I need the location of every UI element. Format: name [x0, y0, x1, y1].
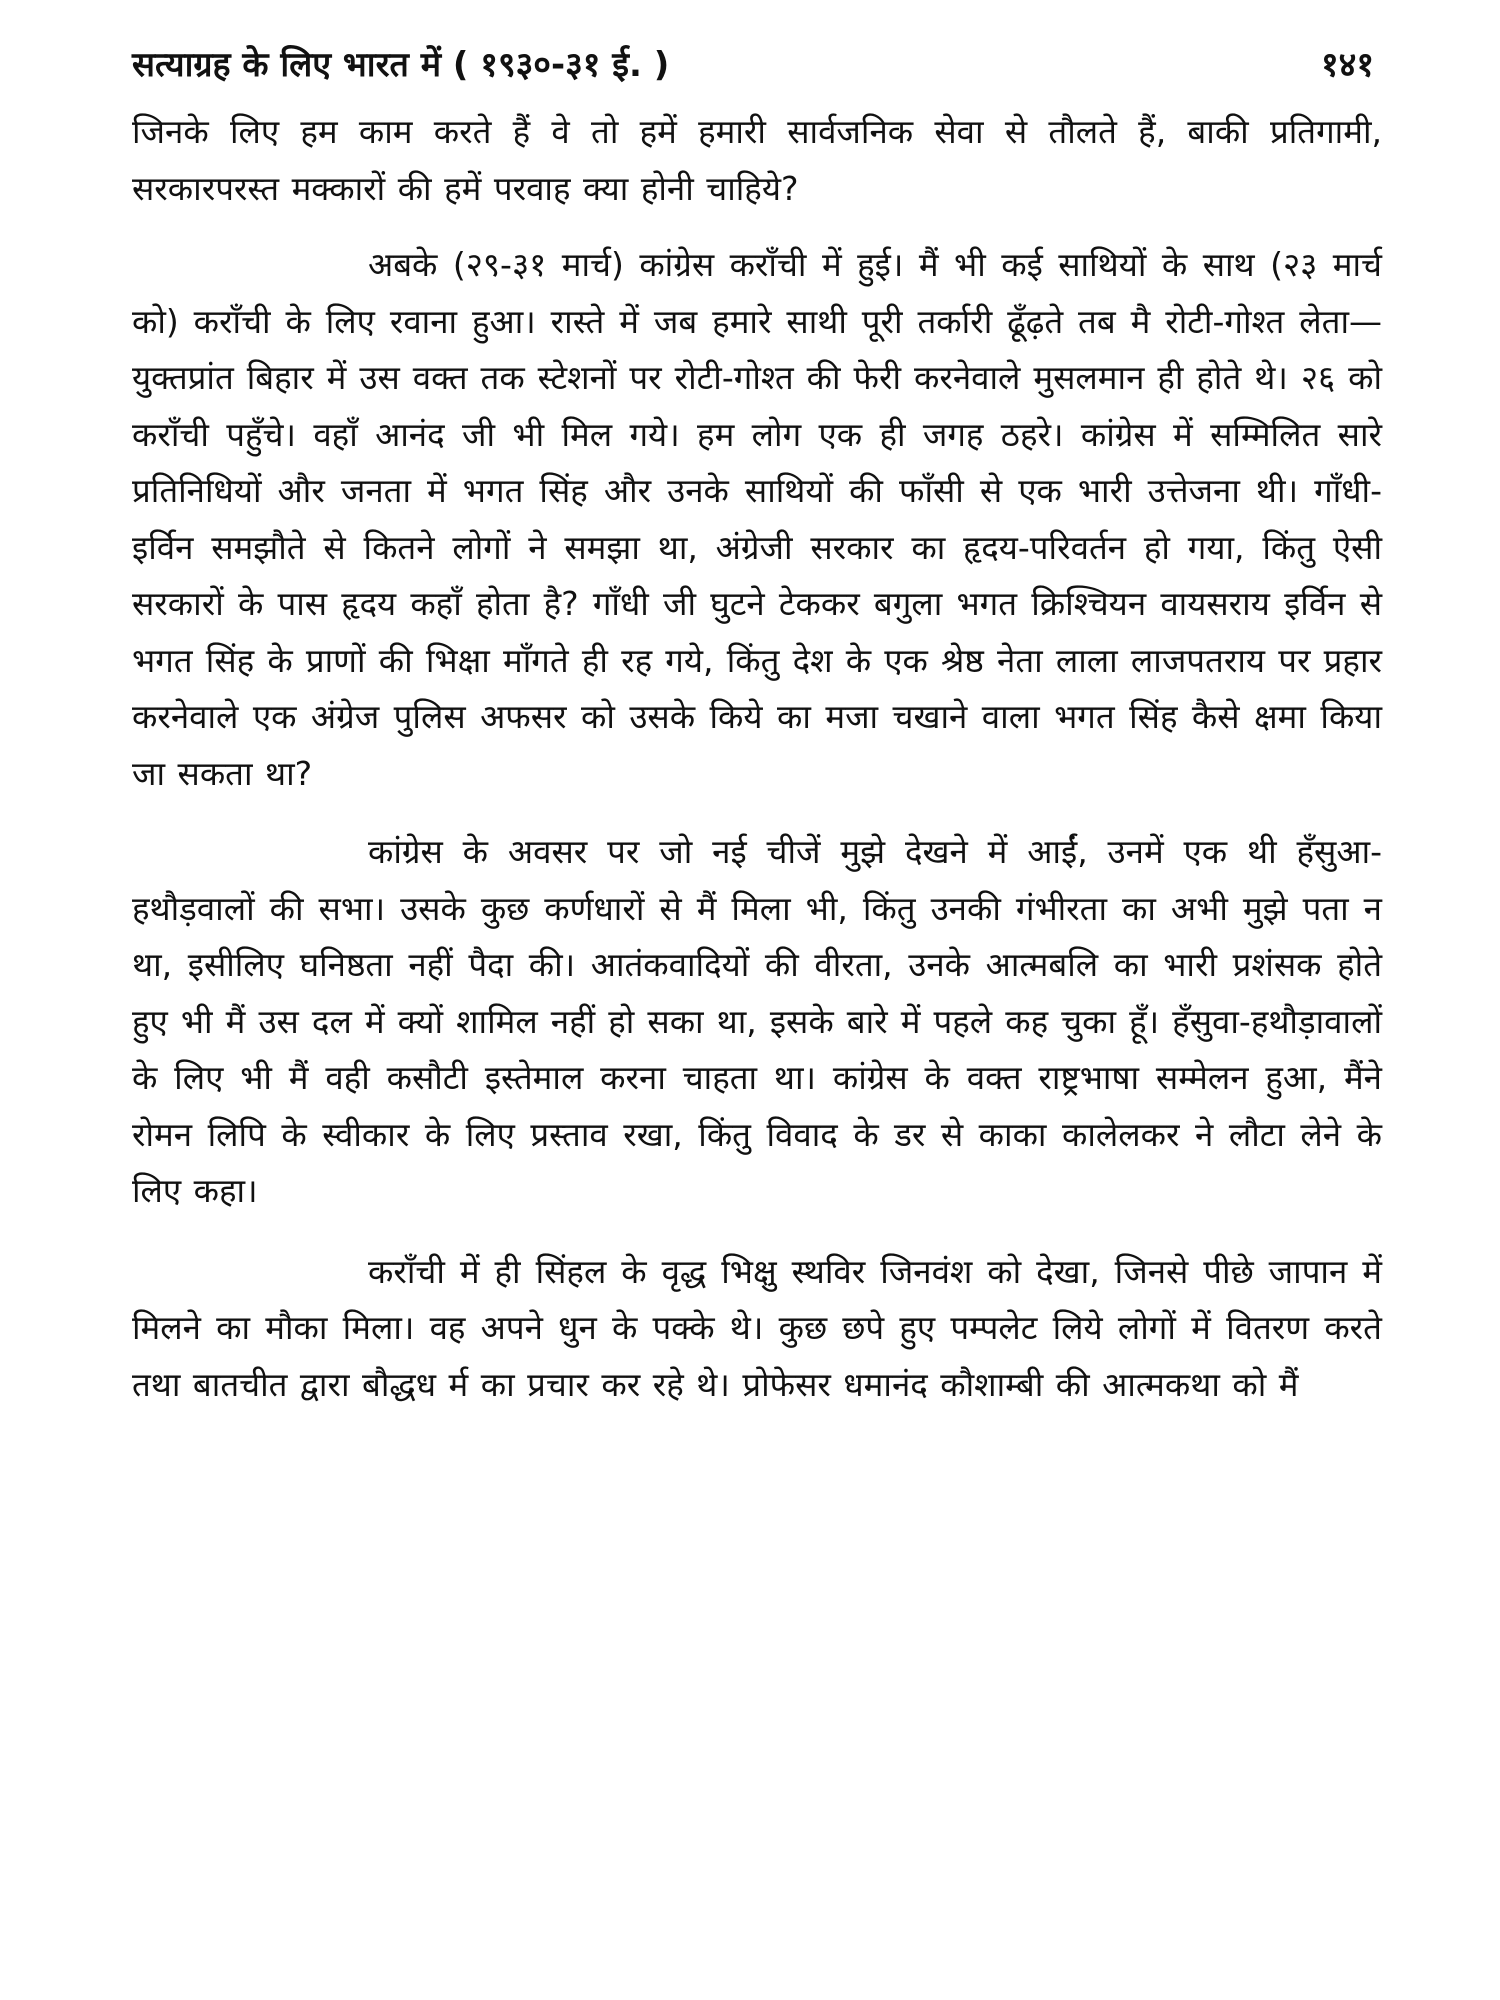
paragraph-hammer-sickle: कांग्रेस के अवसर पर जो नई चीजें मुझे देखने में आईं, उनमें एक थी हँसुआ-हथौड़वालों की सभा। उसके कुछ कर्णधारों से मैं मिला भी, किंतु उनकी गंभीरता का अभी मुझे पता न था, इसीलिए घनिष्ठता नहीं पैदा की। आतंकवादियों की वीरता, उनके आत्मबलि का भारी प्रशंसक होते हुए भी मैं उस दल में क्यों शामिल नहीं हो सका था, इसके बारे में पहले कह चुका हूँ। हँसुवा-हथौड़ावालों के लिए भी मैं वही कसौटी इस्तेमाल करना चाहता था। कांग्रेस के वक्त राष्ट्रभाषा सम्मेलन हुआ, मैंने रोमन लिपि के स्वीकार के लिए प्रस्ताव रखा, किंतु विवाद के डर से काका कालेलकर ने लौटा लेने के लिए कहा। — [132, 832, 1382, 1210]
page-number: १४१ — [1320, 45, 1374, 85]
running-title: सत्याग्रह के लिए भारत में ( १९३०-३१ ई. ) — [132, 45, 670, 85]
paragraph-jinavamsa: कराँची में ही सिंहल के वृद्ध भिक्षु स्थविर जिनवंश को देखा, जिनसे पीछे जापान में मिलने का मौका मिला। वह अपने धुन के पक्के थे। कुछ छपे हुए पम्पलेट लिये लोगों में वितरण करते तथा बातचीत द्वारा बौद्धध र्म का प्रचार कर रहे थे। प्रोफेसर धमानंद कौशाम्बी की आत्मकथा को मैं — [132, 1251, 1382, 1404]
paragraph-karachi-congress: अबके (२९-३१ मार्च) कांग्रेस कराँची में हुई। मैं भी कई साथियों के साथ (२३ मार्च को) कराँची के लिए रवाना हुआ। रास्ते में जब हमारे साथी पूरी तर्कारी ढूँढ़ते तब मै रोटी-गोश्त लेता—युक्तप्रांत बिहार में उस वक्त तक स्टेशनों पर रोटी-गोश्त की फेरी करनेवाले मुसलमान ही होते थे। २६ को कराँची पहुँचे। वहाँ आनंद जी भी मिल गये। हम लोग एक ही जगह ठहरे। कांग्रेस में सम्मिलित सारे प्रतिनिधियों और जनता में भगत सिंह और उनके साथियों की फाँसी से एक भारी उत्तेजना थी। गाँधी-इर्विन समझौते से कितने लोगों ने समझा था, अंग्रेजी सरकार का हृदय-परिवर्तन हो गया, किंतु ऐसी सरकारों के पास हृदय कहाँ होता है? गाँधी जी घुटने टेककर बगुला भगत क्रिश्चियन वायसराय इर्विन से भगत सिंह के प्राणों की भिक्षा माँगते ही रह गये, किंतु देश के एक श्रेष्ठ नेता लाला लाजपतराय पर प्रहार करनेवाले एक अंग्रेज पुलिस अफसर को उसके किये का मजा चखाने वाला भगत सिंह कैसे क्षमा किया जा सकता था? — [132, 245, 1382, 793]
page-header — [132, 40, 1382, 104]
paragraph-continuation: जिनके लिए हम काम करते हैं वे तो हमें हमारी सार्वजनिक सेवा से तौलते हैं, बाकी प्रतिगामी, सरकारपरस्त मक्कारों की हमें परवाह क्या होनी चाहिये? — [132, 112, 1382, 208]
